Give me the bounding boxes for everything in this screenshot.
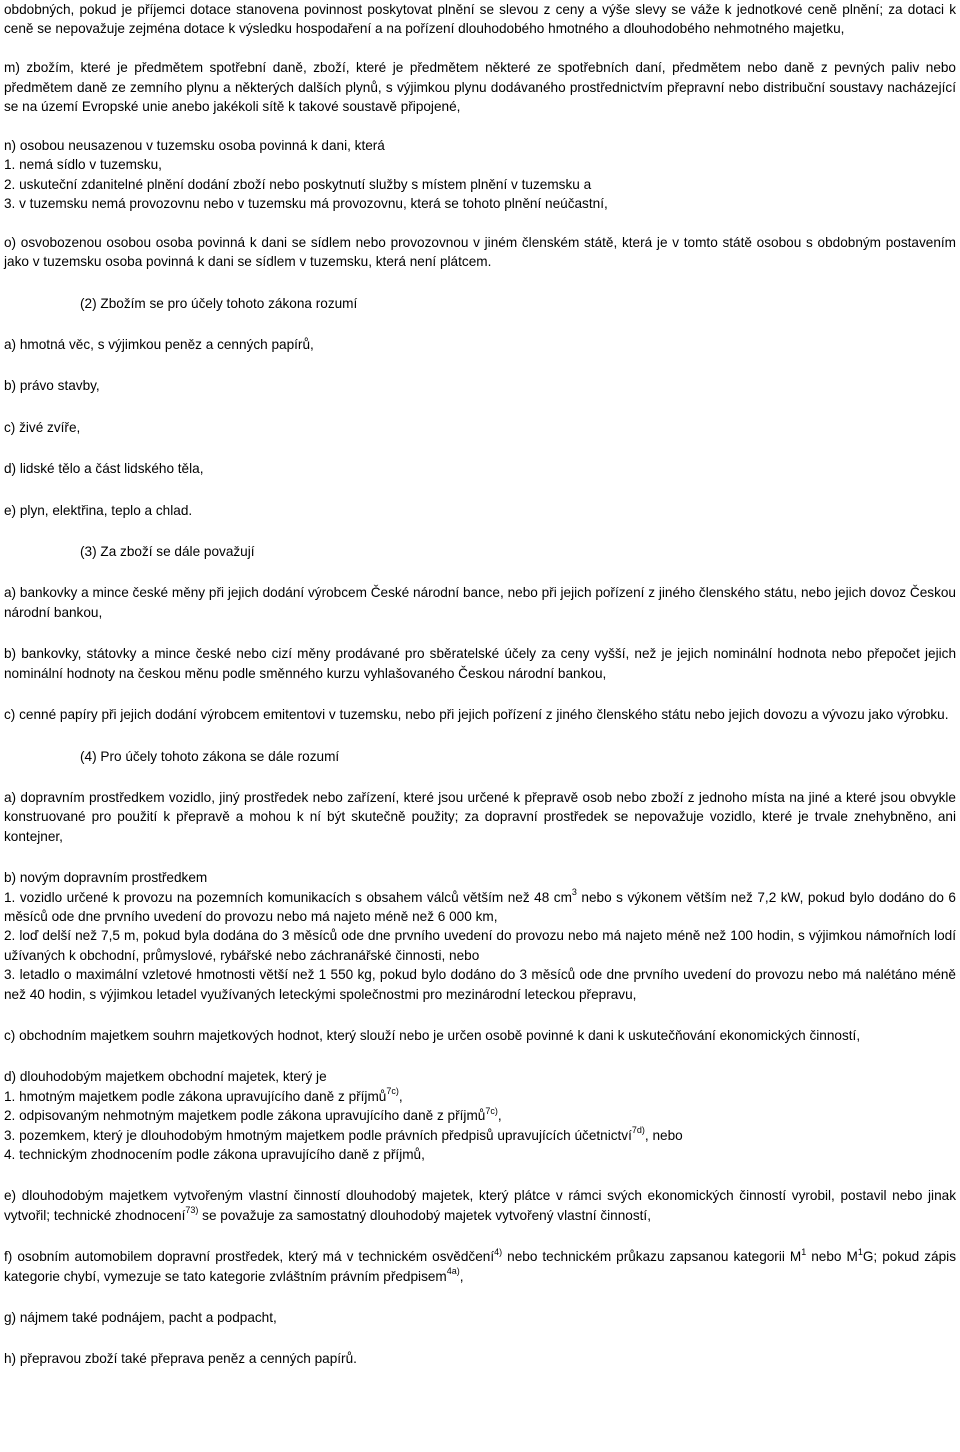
section-4-item-h: h) přepravou zboží také přeprava peněz a cenných papírů. (4, 1351, 357, 1367)
section-2-item-e: e) plyn, elektřina, teplo a chlad. (4, 502, 193, 518)
intro-paragraph: obdobných, pokud je příjemci dotace stanovena povinnost poskytovat plnění se slevou z ceny a výše slevy se váže k jednotkové ceně plnění; za dotaci k ceně se nepovažuje zejména dotace k výsledku hospodaření a na pořízení dlouhodobého hmotného a dlouhodobého nehmotného majetku, (4, 2, 956, 37)
section-4-item-c: c) obchodním majetkem souhrn majetkových hodnot, který slouží nebo je určen osobě povinné k dani k uskutečňování ekonomických činností, (4, 1027, 861, 1043)
section-4-item-e (4, 1186, 956, 1225)
b1-superscript: 3 (571, 887, 577, 898)
section-4-item-b-2: 2. loď delší než 7,5 m, pokud byla dodána do 3 měsíců ode dne prvního uvedení do provozu nebo má najeto méně než 100 hodin, s výjimkou námořních lodí užívaných k obchodní, průmyslové, rybářské nebo záchranářské činnosti, nebo (4, 928, 956, 963)
section-2-item-a: a) hmotná věc, s výjimkou peněz a cenných papírů, (4, 337, 314, 353)
e-footnote-ref: 73) (185, 1205, 199, 1216)
d1-text-end: , (398, 1088, 403, 1104)
d3-text: 3. pozemkem, který je dlouhodobým hmotným majetkem podle právních předpisů upravujících účetnictví (4, 1127, 632, 1143)
e-text: e) dlouhodobým majetkem vytvořeným vlastní činností dlouhodobý majetek, který plátce v rámci svých ekonomických činností vyrobil, postavil nebo jinak vytvořil; technické zhodnocení (4, 1188, 956, 1223)
section-3-item-c: c) cenné papíry při jejich dodání výrobcem emitentovi v tuzemsku, nebo při jejich pořízení z jiného členského státu nebo jejich dovozu a vývozu jako výrobku. (4, 707, 949, 723)
section-4-heading: (4) Pro účely tohoto zákona se dále rozumí (80, 748, 340, 764)
f-category-superscript-2: 1 (857, 1246, 863, 1257)
d1-footnote-ref: 7c) (386, 1086, 399, 1097)
f-text-3: nebo M (806, 1249, 858, 1265)
d1-text: 1. hmotným majetkem podle zákona upravujícího daně z příjmů (4, 1088, 387, 1104)
d3-footnote-ref: 7d) (631, 1125, 645, 1136)
e-text-end: se považuje za samostatný dlouhodobý majetek vytvořený vlastní činností, (198, 1207, 651, 1223)
definition-n (4, 136, 956, 214)
section-4-item-d-1 (4, 1087, 956, 1106)
f-category-superscript-1: 1 (801, 1246, 807, 1257)
section-2-item-c: c) živé zvíře, (4, 419, 81, 435)
f-text-4: G; pokud zápis kategorie chybí, vymezuje se tato kategorie zvláštním právním předpisem (4, 1249, 956, 1284)
section-2-item-d: d) lidské tělo a část lidského těla, (4, 461, 204, 477)
f-footnote-ref-1: 4) (494, 1246, 503, 1257)
d2-footnote-ref: 7c) (485, 1105, 498, 1116)
section-4-item-d-3 (4, 1126, 956, 1145)
section-4-item-f (4, 1247, 956, 1286)
section-4-item-b-3: 3. letadlo o maximální vzletové hmotnosti větší než 1 550 kg, pokud bylo dodáno do 3 měsíců ode dne prvního uvedení do provozu nebo má nalétáno méně než 40 hodin, s výjimkou letadel využívaných leteckými společnostmi pro mezinárodní leteckou přepravu, (4, 967, 956, 1002)
section-3-item-b: b) bankovky, státovky a mince české nebo cizí měny prodávané pro sběratelské účely za ceny vyšší, než je jejich nominální hodnota nebo přepočet jejich nominální hodnoty na českou měnu podle směnného kurzu vyhlašovaného Českou národní bankou, (4, 646, 956, 681)
section-4-item-d (4, 1067, 956, 1164)
section-3-heading: (3) Za zboží se dále považují (80, 544, 255, 560)
b1-text-end: nebo s výkonem větším než 7,2 kW, pokud bylo dodáno do 6 měsíců ode dne prvního uvedení do provozu nebo má najeto méně než 6 000 km, (4, 889, 956, 924)
section-4-item-a: a) dopravním prostředkem vozidlo, jiný prostředek nebo zařízení, které jsou určené k přepravě osob nebo zboží z jednoho místa na jiné a které jsou obvykle konstruované pro použití k přepravě a mohou k ní být skutečně použity; za dopravní prostředek se nepovažuje vozidlo, které je trvale znehybněno, ani kontejner, (4, 789, 956, 844)
definition-n-item-1: 1. nemá sídlo v tuzemsku, (4, 157, 162, 173)
d2-text: 2. odpisovaným nehmotným majetkem podle zákona upravujícího daně z příjmů (4, 1108, 486, 1124)
section-4-item-d-4: 4. technickým zhodnocením podle zákona upravujícího daně z příjmů, (4, 1147, 425, 1163)
section-3-item-a: a) bankovky a mince české měny při jejich dodání výrobcem České národní bance, nebo při jejich pořízení z jiného členského státu, nebo jejich dovoz Českou národní bankou, (4, 585, 956, 620)
section-4-item-b-1 (4, 888, 956, 927)
definition-n-item-2: 2. uskuteční zdanitelné plnění dodání zboží nebo poskytnutí služby s místem plnění v tuzemsku a (4, 176, 592, 192)
f-text-end: , (459, 1268, 464, 1284)
definition-m: m) zbožím, které je předmětem spotřební daně, zboží, které je předmětem některé ze spotřebních daní, předmětem nebo daně z pevných paliv nebo předmětem daně ze zemního plynu a některých dalších plynů, s výjimkou plynu dodávaného prostřednictvím přepravní nebo distribuční soustavy nacházející se na území Evropské unie anebo jakékoli sítě k takové soustavě připojené, (4, 60, 956, 115)
section-2-heading: (2) Zbožím se pro účely tohoto zákona rozumí (80, 295, 358, 311)
definition-n-lead: n) osobou neusazenou v tuzemsku osoba povinná k dani, která (4, 137, 385, 153)
section-2-item-b: b) právo stavby, (4, 378, 100, 394)
definition-o: o) osvobozenou osobou osoba povinná k dani se sídlem nebo provozovnou v jiném členském státě, která je v tomto státě osobou s obdobným postavením jako v tuzemsku osoba povinná k dani se sídlem v tuzemsku, která není plátcem. (4, 234, 956, 270)
section-4-item-d-lead: d) dlouhodobým majetkem obchodní majetek, který je (4, 1069, 327, 1085)
d2-text-end: , (497, 1108, 502, 1124)
section-4-item-b-lead: b) novým dopravním prostředkem (4, 870, 208, 886)
b1-text: 1. vozidlo určené k provozu na pozemních komunikacích s obsahem válců větším než 48 cm (4, 889, 572, 905)
f-text: f) osobním automobilem dopravní prostředek, který má v technickém osvědčení (4, 1249, 495, 1265)
f-footnote-ref-2: 4a) (446, 1266, 460, 1277)
section-4-item-g: g) nájmem také podnájem, pacht a podpacht, (4, 1310, 277, 1326)
f-text-2: nebo technickém průkazu zapsanou kategorii M (502, 1249, 802, 1265)
d3-text-end: , nebo (644, 1127, 683, 1143)
section-4-item-d-2 (4, 1106, 956, 1125)
section-4-item-b (4, 868, 956, 1004)
definition-n-item-3: 3. v tuzemsku nemá provozovnu nebo v tuzemsku má provozovnu, která se tohoto plnění neúčastní, (4, 196, 608, 212)
